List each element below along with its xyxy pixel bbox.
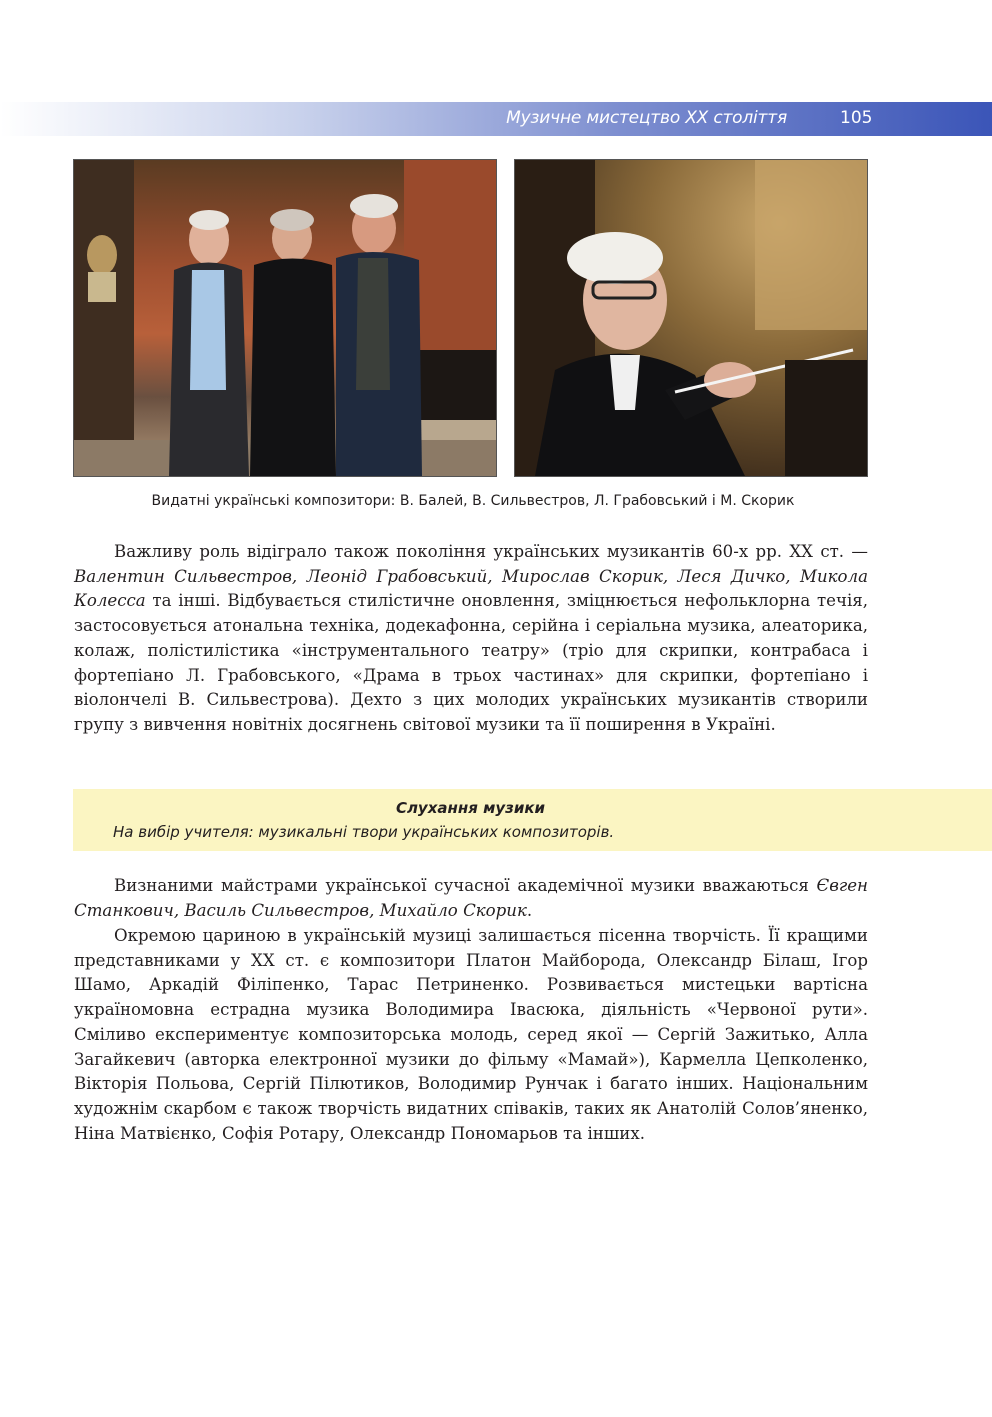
photo-three-composers	[73, 159, 497, 477]
paragraph-1-names: Валентин Сильвестров, Леонід Грабовський, Мирослав Скорик, Леся Дичко, Микола Колесса	[74, 566, 868, 611]
listening-text: На вибір учителя: музикальні твори українських композиторів.	[113, 823, 615, 841]
listening-title: Слухання музики	[395, 799, 546, 817]
paragraph-2-end: .	[526, 900, 533, 920]
page-number: 105	[840, 108, 873, 128]
paragraph-song-creativity	[74, 924, 868, 1146]
paragraph-3-text: Окремою цариною в українській музиці залишається пісенна творчість. Її кращими представниками у ХХ ст. є композитори Платон Майборода, Олександр Білаш, Ігор Шамо, Аркадій Філіпенко, Тарас Петриненко. Розвивається мистецьки вартісна україномовна естрадна музика Володимира Івасюка, діяльність «Червоної рути». Сміливо експериментує композиторська молодь, серед якої — Сергій Зажитько, Алла Загайкевич (авторка електронної музики до фільму «Мамай»), Кармелла Цепколенко, Вікторія Польова, Сергій Пілютиков, Володимир Рунчак і багато інших. Національним художнім скарбом є також творчість видатних співаків, таких як Анатолій Солов’яненко, Ніна Матвієнко, Софія Ротару, Олександр Пономарьов та інших.	[74, 926, 868, 1143]
photo-conductor	[514, 159, 868, 477]
paragraph-2-names: Євген Станкович, Василь Сильвестров, Михайло Скорик	[74, 876, 868, 920]
paragraph-1-lead: Важливу роль відіграло також покоління українських музикантів 60-х рр. ХХ ст. —	[114, 542, 868, 561]
photo-three-composers-illustration	[74, 160, 496, 476]
listening-box	[73, 789, 992, 851]
paragraph-2-lead: Визнаними майстрами української сучасної академічної музики вважаються	[114, 876, 817, 895]
paragraph-1-rest: та інші. Відбувається стилістичне оновлення, зміцнюється нефольклорна течія, застосовується атональна техніка, додекафонна, серійна і серіальна музика, алеаторика, колаж, полістилістика «інструментального театру» (тріо для скрипки, контрабаса і фортепіано Л. Грабовського, «Драма в трьох частинах» для скрипки, фортепіано і віолончелі В. Сильвестрова). Дехто з цих молодих українських музикантів створили групу з вивчення новітніх досягнень світової музики та її поширення в Україні.	[74, 591, 868, 734]
figure-caption: Видатні українські композитори: В. Балей, В. Сильвестров, Л. Грабовський і М. Скорик	[151, 493, 795, 509]
paragraph-recognized-masters	[74, 874, 868, 923]
running-header-title: Музичне мистецтво ХХ століття	[506, 108, 787, 128]
photo-conductor-illustration	[515, 160, 867, 476]
paragraph-generation-60s	[74, 540, 868, 738]
